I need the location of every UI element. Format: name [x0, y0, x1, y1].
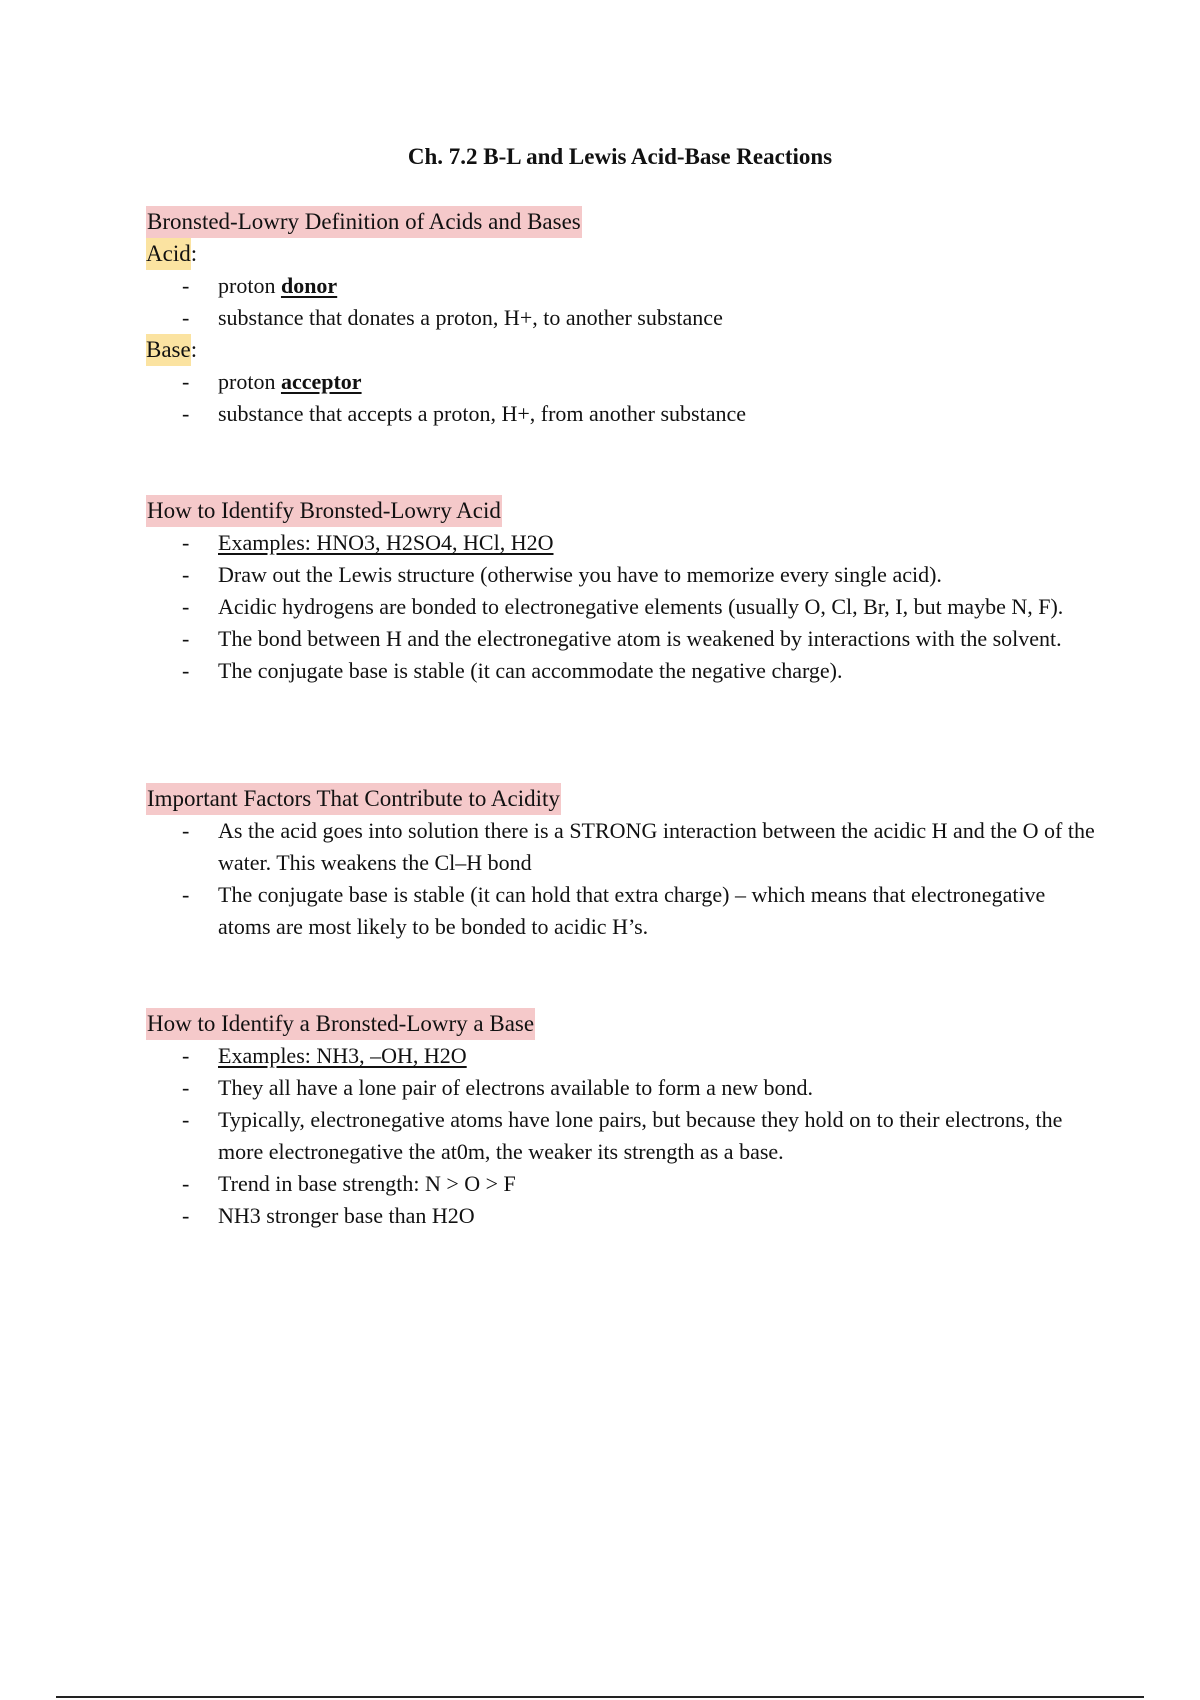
dash-marker: - — [182, 626, 190, 651]
section-identify-acid — [146, 495, 1096, 687]
dash-marker: - — [182, 562, 190, 587]
list-item — [146, 1200, 1096, 1232]
item-text: Acidic hydrogens are bonded to electronegative elements (usually O, Cl, Br, I, but maybe N, F). — [218, 594, 1064, 619]
list-item — [146, 591, 1096, 623]
dash-marker: - — [182, 1043, 190, 1068]
list-item — [146, 366, 1096, 398]
dash-marker: - — [182, 401, 190, 426]
dash-marker: - — [182, 305, 190, 330]
section-heading: How to Identify a Bronsted-Lowry a Base — [146, 1008, 535, 1040]
item-text: The bond between H and the electronegative atom is weakened by interactions with the solvent. — [218, 626, 1062, 651]
list-item — [146, 815, 1096, 879]
dash-marker: - — [182, 1075, 190, 1100]
examples-text: Examples: NH3, –OH, H2O — [218, 1043, 467, 1068]
list-item — [146, 1168, 1096, 1200]
item-text: They all have a lone pair of electrons available to form a new bond. — [218, 1075, 813, 1100]
footer-divider — [56, 1696, 1144, 1698]
item-text: As the acid goes into solution there is a STRONG interaction between the acidic H and the O of the water. This weakens the Cl–H bond — [218, 818, 1095, 875]
dash-marker: - — [182, 1171, 190, 1196]
item-text: Trend in base strength: N > O > F — [218, 1171, 516, 1196]
identify-base-list — [146, 1040, 1096, 1232]
list-item — [146, 398, 1096, 430]
identify-acid-list — [146, 527, 1096, 687]
dash-marker: - — [182, 1107, 190, 1132]
dash-marker: - — [182, 658, 190, 683]
section-acidity-factors — [146, 783, 1096, 943]
item-text: Typically, electronegative atoms have lone pairs, but because they hold on to their electrons, the more electronegative the at0m, the weaker its strength as a base. — [218, 1107, 1063, 1164]
section-heading: Important Factors That Contribute to Acidity — [146, 783, 561, 815]
item-text: The conjugate base is stable (it can accommodate the negative charge). — [218, 658, 843, 683]
list-item — [146, 1040, 1096, 1072]
section-heading: Bronsted-Lowry Definition of Acids and Bases — [146, 206, 582, 238]
item-text: NH3 stronger base than H2O — [218, 1203, 475, 1228]
list-item — [146, 527, 1096, 559]
emphasis-term: acceptor — [280, 369, 362, 394]
section-bronsted-definition — [146, 206, 1096, 430]
acid-label-line — [146, 238, 1096, 270]
list-item — [146, 623, 1096, 655]
base-label: Base — [146, 334, 191, 366]
colon: : — [190, 241, 198, 266]
page-title: Ch. 7.2 B-L and Lewis Acid-Base Reactions — [407, 144, 833, 169]
base-label-line — [146, 334, 1096, 366]
section-heading: How to Identify Bronsted-Lowry Acid — [146, 495, 502, 527]
section-identify-base — [146, 1008, 1096, 1232]
colon: : — [190, 337, 198, 362]
item-text: substance that donates a proton, H+, to another substance — [218, 305, 723, 330]
list-item — [146, 302, 1096, 334]
base-list — [146, 366, 1096, 430]
item-text: substance that accepts a proton, H+, from another substance — [218, 401, 747, 426]
item-text: proton — [218, 369, 281, 394]
dash-marker: - — [182, 818, 190, 843]
list-item — [146, 270, 1096, 302]
item-text: Draw out the Lewis structure (otherwise you have to memorize every single acid). — [218, 562, 942, 587]
list-item — [146, 1072, 1096, 1104]
item-text: proton — [218, 273, 281, 298]
dash-marker: - — [182, 594, 190, 619]
dash-marker: - — [182, 1203, 190, 1228]
list-item — [146, 879, 1096, 943]
list-item — [146, 655, 1096, 687]
list-item — [146, 1104, 1096, 1168]
acid-list — [146, 270, 1096, 334]
examples-text: Examples: HNO3, H2SO4, HCl, H2O — [218, 530, 554, 555]
list-item — [146, 559, 1096, 591]
acid-label: Acid — [146, 238, 191, 270]
emphasis-term: donor — [280, 273, 338, 298]
item-text: The conjugate base is stable (it can hold that extra charge) – which means that electronegative atoms are most likely to be bonded to acidic H’s. — [218, 882, 1046, 939]
dash-marker: - — [182, 882, 190, 907]
dash-marker: - — [182, 369, 190, 394]
factors-list — [146, 815, 1096, 943]
dash-marker: - — [182, 273, 190, 298]
dash-marker: - — [182, 530, 190, 555]
